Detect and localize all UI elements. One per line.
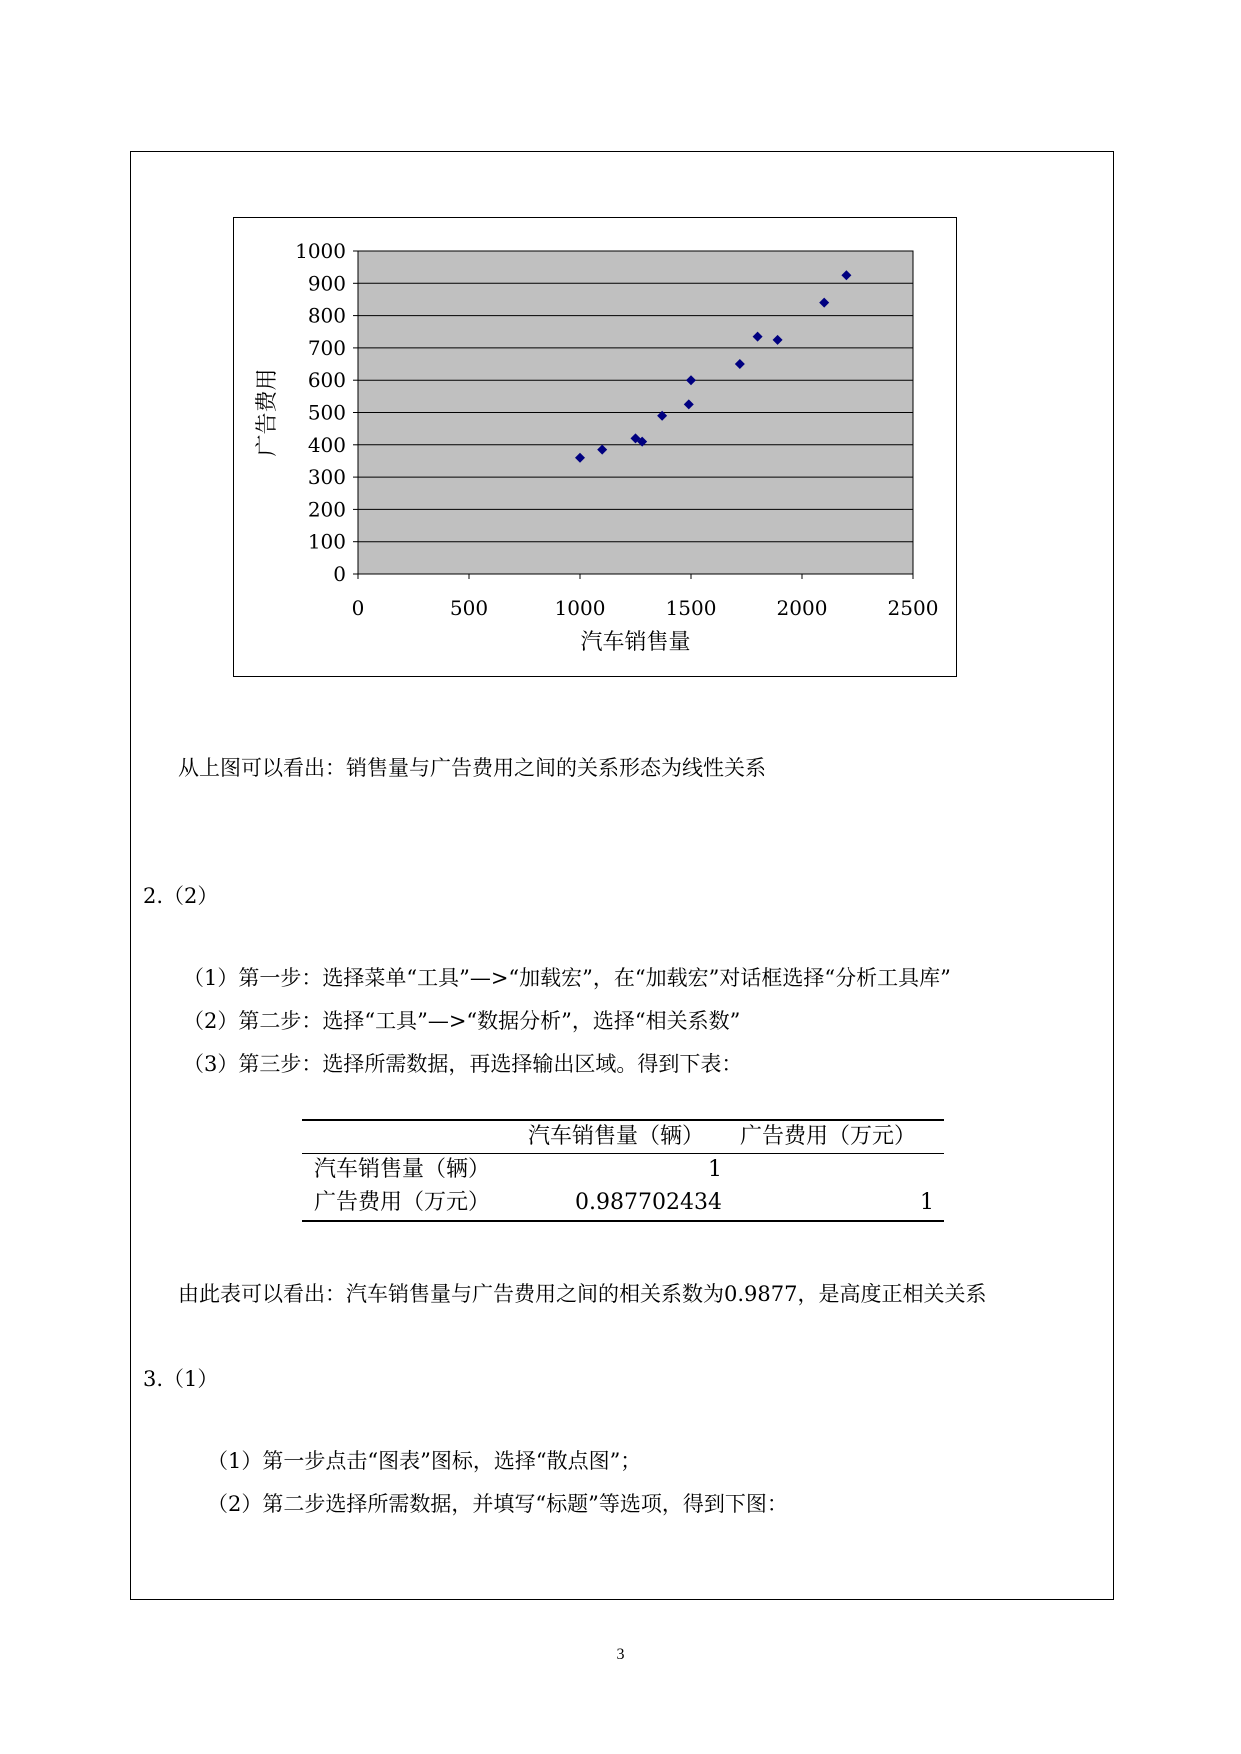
x-tick-label-4: 2000: [776, 596, 828, 620]
page-number: 3: [616, 1646, 625, 1663]
x-tick-label-5: 2500: [887, 596, 939, 620]
scatter-chart-svg: [234, 218, 956, 676]
step-3-2: （2）第二步选择所需数据，并填写“标题”等选项，得到下图：: [207, 1492, 788, 1516]
x-tick-labels: [352, 596, 939, 620]
y-tick-label-9: 900: [307, 271, 346, 296]
table-row-label-sales: 汽车销售量（辆）: [314, 1157, 491, 1182]
section-2-heading: 2.（2）: [143, 884, 219, 908]
table-header-ad: 广告费用（万元）: [740, 1124, 917, 1149]
table-row-label-ad: 广告费用（万元）: [314, 1190, 491, 1215]
y-tick-label-1: 100: [307, 529, 346, 554]
x-tick-label-1: 500: [449, 596, 489, 620]
conclusion-scatter: 从上图可以看出：销售量与广告费用之间的关系形态为线性关系: [178, 756, 766, 780]
y-tick-label-4: 400: [307, 432, 346, 457]
conclusion-correlation: 由此表可以看出：汽车销售量与广告费用之间的相关系数为0.9877，是高度正相关关系: [178, 1282, 987, 1306]
step-3-1: （1）第一步点击“图表”图标，选择“散点图”；: [207, 1449, 642, 1473]
y-tick-label-5: 500: [307, 400, 346, 425]
table-rule-bottom: [302, 1220, 944, 1222]
y-tick-label-8: 800: [307, 303, 346, 328]
scatter-chart: [233, 217, 957, 677]
x-tick-label-2: 1000: [554, 596, 606, 620]
y-tick-label-3: 300: [307, 465, 346, 490]
x-tick-label-0: 0: [351, 596, 365, 620]
table-rule-mid: [302, 1153, 944, 1154]
y-tick-label-10: 1000: [295, 239, 346, 263]
table-rule-top: [302, 1119, 944, 1121]
y-tick-label-6: 600: [307, 368, 346, 393]
table-header-sales: 汽车销售量（辆）: [528, 1124, 705, 1149]
x-tick-label-3: 1500: [665, 596, 717, 620]
x-axis-label: 汽车销售量: [580, 630, 691, 655]
y-tick-label-7: 700: [307, 335, 346, 360]
step-1: （1）第一步：选择菜单“工具”—>“加载宏”，在“加载宏”对话框选择“分析工具库”: [183, 966, 951, 990]
y-tick-label-0: 0: [333, 562, 346, 586]
step-2: （2）第二步：选择“工具”—>“数据分析”，选择“相关系数”: [183, 1009, 741, 1033]
y-tick-labels: [295, 239, 346, 586]
step-3: （3）第三步：选择所需数据，再选择输出区域。得到下表：: [183, 1052, 743, 1076]
table-cell-ad-sales: 0.987702434: [575, 1190, 722, 1215]
table-cell-ad-ad: 1: [920, 1190, 934, 1215]
table-cell-sales-sales: 1: [708, 1157, 722, 1182]
section-3-heading: 3.（1）: [143, 1367, 219, 1391]
y-tick-label-2: 200: [307, 497, 346, 522]
y-axis-label: 广告费用: [255, 368, 280, 457]
